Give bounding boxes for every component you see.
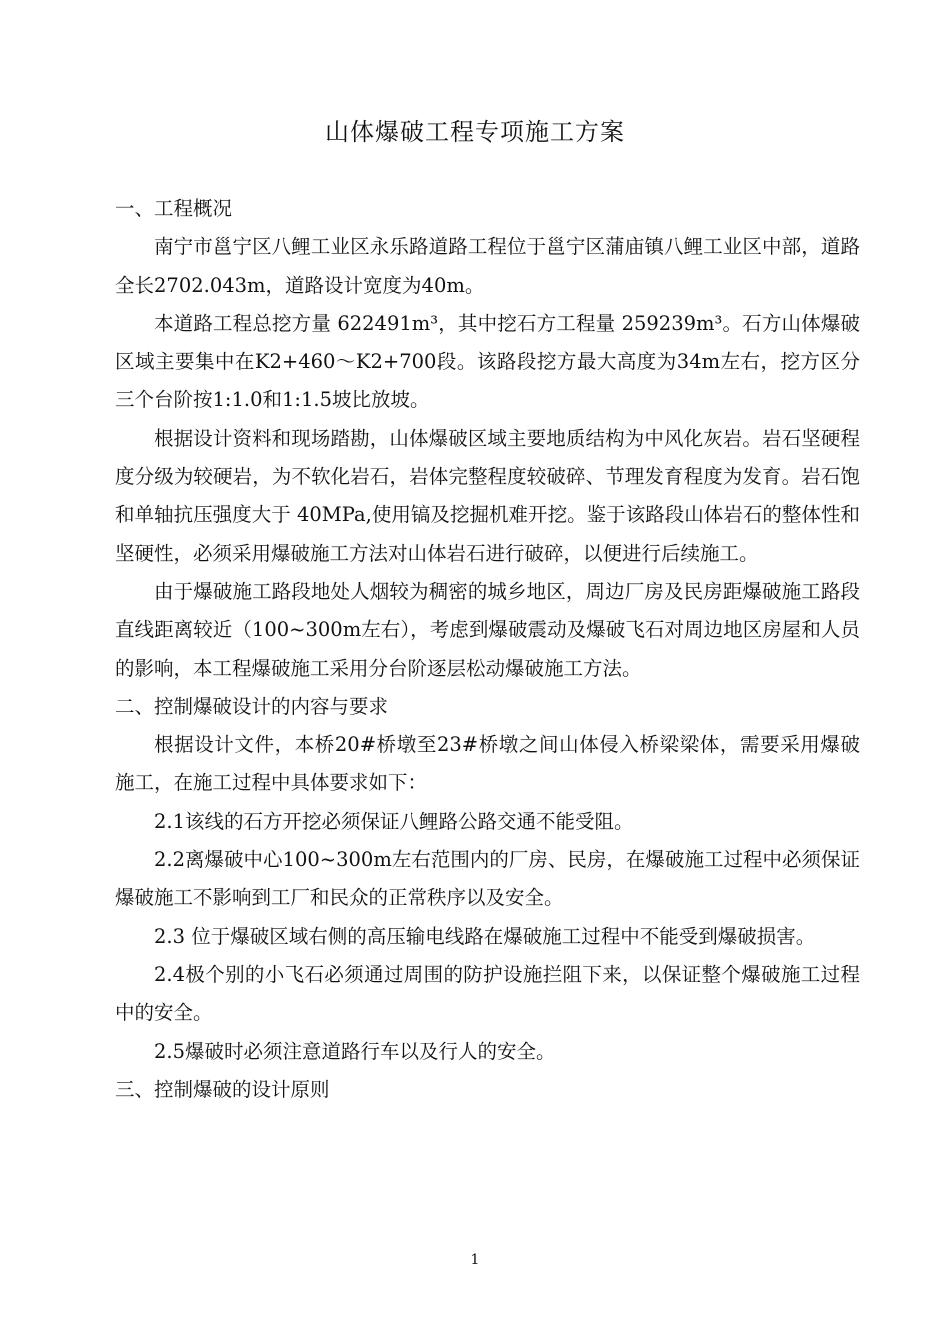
- paragraph-project-location: 南宁市邕宁区八鲤工业区永乐路道路工程位于邕宁区蒲庙镇八鲤工业区中部，道路全长2702.043m，道路设计宽度为40m。: [115, 235, 860, 297]
- page-title: 山体爆破工程专项施工方案: [325, 118, 625, 146]
- requirement-item-2-4: 2.4极个别的小飞石必须通过周围的防护设施拦阻下来，以保证整个爆破施工过程中的安全。: [115, 962, 860, 1025]
- requirement-item-2-5: 2.5爆破时必须注意道路行车以及行人的安全。: [154, 1039, 556, 1063]
- section-heading-requirements: 二、控制爆破设计的内容与要求: [115, 694, 389, 718]
- requirement-item-2-1: 2.1该线的石方开挖必须保证八鲤路公路交通不能受阻。: [154, 809, 634, 833]
- paragraph-surroundings: 由于爆破施工路段地处人烟较为稠密的城乡地区，周边厂房及民房距爆破施工路段直线距离较近（100~300m左右），考虑到爆破震动及爆破飞石对周边地区房屋和人员的影响，本工程爆破施工采用分台阶逐层松动爆破施工方法。: [115, 579, 860, 680]
- section-heading-overview: 一、工程概况: [115, 197, 233, 220]
- document-body: [115, 190, 860, 1109]
- requirement-item-2-3: 2.3 位于爆破区域右侧的高压输电线路在爆破施工过程中不能受到爆破损害。: [154, 924, 816, 948]
- paragraph-geology: 根据设计资料和现场踏勘，山体爆破区域主要地质结构为中风化灰岩。岩石坚硬程度分级为较硬岩，为不软化岩石，岩体完整程度较破碎、节理发育程度为发育。岩石饱和单轴抗压强度大于 40MPa,使用镐及挖掘机难开挖。鉴于该路段山体岩石的整体性和坚硬性，必须采用爆破施工方法对山体岩石进行破碎，以便进行后续施工。: [115, 426, 860, 565]
- requirement-item-2-2: 2.2离爆破中心100~300m左右范围内的厂房、民房，在爆破施工过程中必须保证爆破施工不影响到工厂和民众的正常秩序以及安全。: [115, 848, 860, 910]
- paragraph-excavation-volume: 本道路工程总挖方量 622491m³，其中挖石方工程量 259239m³。石方山体爆破区域主要集中在K2+460～K2+700段。该路段挖方最大高度为34m左右，挖方区分三个台阶按1:1.0和1:1.5坡比放坡。: [115, 311, 860, 412]
- paragraph-design-basis: 根据设计文件，本桥20#桥墩至23#桥墩之间山体侵入桥梁梁体，需要采用爆破施工，在施工过程中具体要求如下：: [115, 733, 860, 795]
- section-heading-principles: 三、控制爆破的设计原则: [115, 1077, 330, 1101]
- page-number: 1: [470, 1252, 480, 1268]
